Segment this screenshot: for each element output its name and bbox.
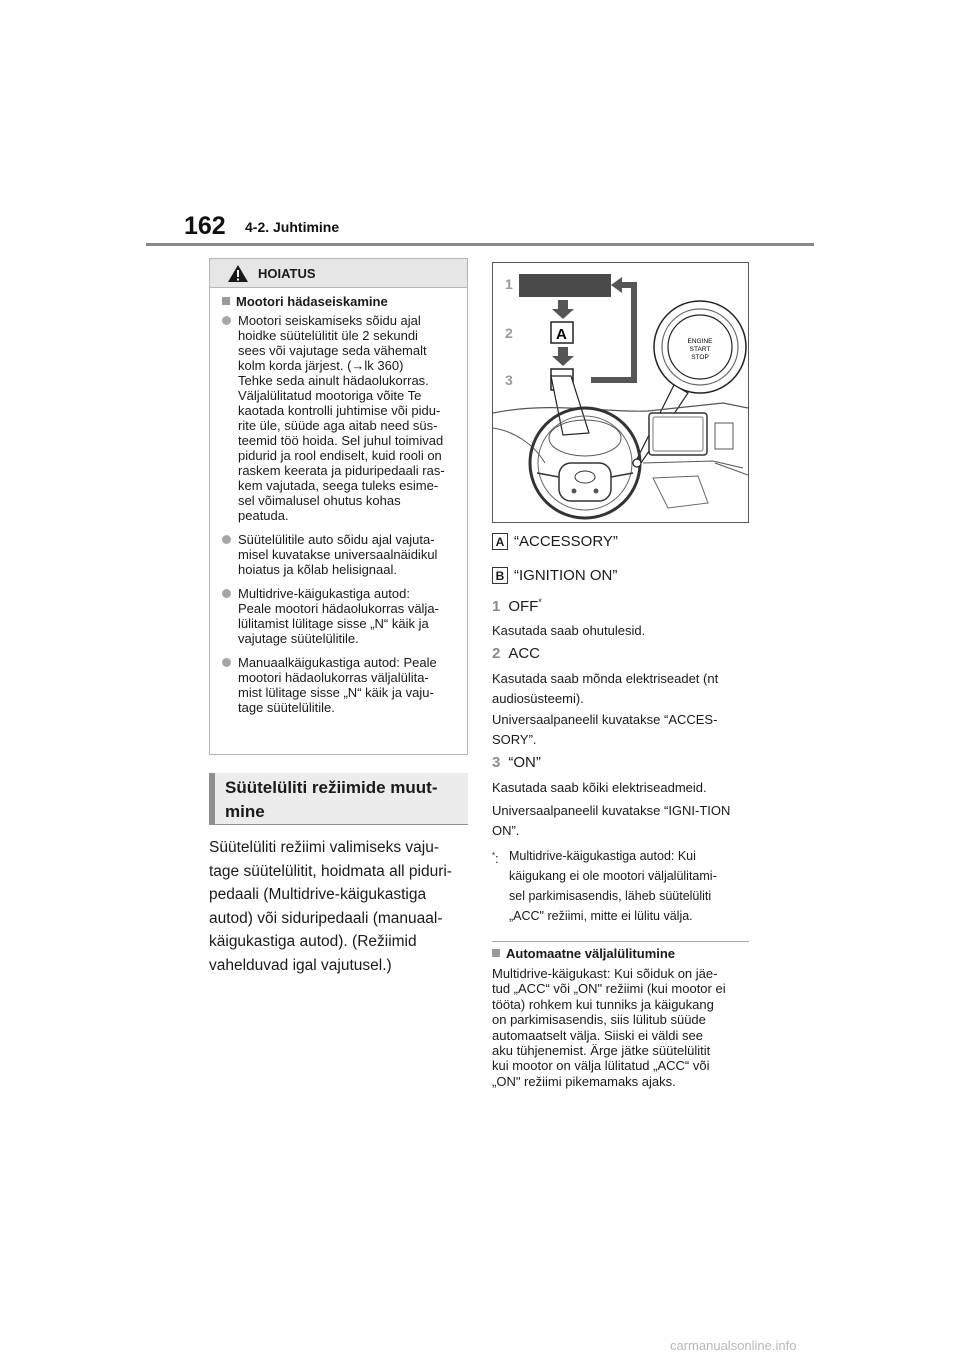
svg-text:A: A: [556, 326, 567, 343]
center-display: [649, 413, 707, 455]
section-heading: Süütelüliti režiimide muut- mine: [209, 773, 468, 825]
warning-bullet: Multidrive-käigukastiga autod: Peale mootori hädaolukorras välja- lülitamist lülitage sisse „N“ käik ja vajutage süütelülitile.: [222, 586, 457, 646]
cycle-bracket: [591, 285, 634, 380]
cluster-pointer: [551, 376, 589, 435]
warning-icon: [227, 264, 249, 283]
step-label: 1: [505, 276, 513, 292]
warning-subheading: Mootori hädaseiskamine: [222, 294, 457, 309]
warning-bullet: Manuaalkäigukastiga autod: Peale mootori hädaolukorras väljalülita- mist lülitage sisse „N“ käik ja vaju- tage süütelülitile.: [222, 655, 457, 715]
button-label: START: [689, 346, 711, 353]
round-bullet-icon: [222, 535, 231, 544]
warning-box: [209, 258, 468, 755]
square-bullet-icon: [222, 297, 230, 305]
round-bullet-icon: [222, 589, 231, 598]
warning-bullet: Mootori seiskamiseks sõidu ajal hoidke süütelülitit üle 2 sekundi sees või vajutage seda vähemalt kolm korda järjest. (→lk 360) Tehke seda ainult hädaolukorras. Väljalülitatud mootoriga võite Te kaotada kontrolli juhtimise või pidu- rite üle, süüde aga aitab need süs- teemid töö hoida. Sel juhul toimivad pidurid ja rool endiselt, kuid rooli on raskem keerata ja piduripedaali ras- kem vajutada, seega tuleks esime- sel võimalusel ohutus kohas peatuda.: [222, 313, 457, 523]
legend-text: “IGNITION ON”: [514, 567, 618, 584]
mode-off: 1 OFF*: [492, 597, 542, 615]
warning-label: HOIATUS: [258, 266, 316, 281]
header-rule: [146, 243, 814, 246]
button-label: STOP: [691, 354, 709, 361]
step-label: 2: [505, 325, 513, 341]
button-label: ENGINE: [687, 338, 713, 345]
legend-key: B: [492, 567, 508, 584]
round-bullet-icon: [222, 316, 231, 325]
round-bullet-icon: [222, 658, 231, 667]
warning-bullet: Süütelülitile auto sõidu ajal vajuta- misel kuvatakse universaalnäidikul hoiatus ja kõlab helisignaal.: [222, 532, 457, 577]
arrow-down-icon: [552, 356, 574, 366]
ignition-illustration: [493, 263, 748, 522]
warning-header: [210, 259, 467, 288]
mode-desc: Kasutada saab kõiki elektriseadmeid.: [492, 780, 707, 795]
auto-off-heading: Automaatne väljalülitumine: [492, 946, 675, 961]
mode-desc: Universaalpaneelil kuvatakse “ACCES-SORY”.: [492, 712, 718, 747]
square-bullet-icon: [492, 949, 500, 957]
off-bar: [519, 274, 611, 297]
page-number: 162: [184, 212, 226, 240]
section-rule: [492, 941, 749, 942]
ignition-figure: [492, 262, 749, 523]
watermark: carmanualsonline.info: [670, 1338, 797, 1353]
mode-acc: 2 ACC: [492, 645, 541, 662]
mode-desc: Universaalpaneelil kuvatakse “IGNI-TION ON”.: [492, 803, 731, 838]
legend-key: A: [492, 533, 508, 550]
legend-ignition-on: [492, 567, 617, 584]
legend-text: “ACCESSORY”: [514, 533, 618, 550]
step-label: 3: [505, 372, 513, 388]
footnote: *: Multidrive-käigukastiga autod: Kui käigukang ei ole mootori väljalülitami- sel parkimisasendis, läheb süütelüliti „ACC" režiimi, mitte ei lülitu välja.: [492, 849, 717, 923]
auto-off-text: Multidrive-käigukast: Kui sõiduk on jäe- tud „ACC“ või „ON" režiimi (kui mootor ei tööta) rohkem kui tunniks ja käigukang on parkimisasendis, siis lülitub süüde automaatselt välja. Siiski ei väldi see aku tühjenemist. Ärge jätke süütelülitit kui mootor on välja lülitatud „ACC“ või „ON" režiimi pikemamaks ajaks.: [492, 966, 726, 1089]
mode-desc: Kasutada saab ohutulesid.: [492, 623, 646, 638]
mode-desc: Kasutada saab mõnda elektriseadet (nt audiosüsteemi).: [492, 671, 719, 706]
section-paragraph: Süütelüliti režiimi valimiseks vaju- tage süütelülitit, hoidmata all piduri- pedaali (Multidrive-käigukastiga autod) või siduripedaali (manuaal- käigukastiga autod). (Režiimid vahelduvad igal vajutusel.): [209, 839, 452, 974]
arrow-down-icon: [552, 309, 574, 319]
legend-accessory: [492, 533, 618, 550]
chapter-title: 4-2. Juhtimine: [245, 219, 340, 235]
mode-on: 3 “ON”: [492, 754, 541, 771]
